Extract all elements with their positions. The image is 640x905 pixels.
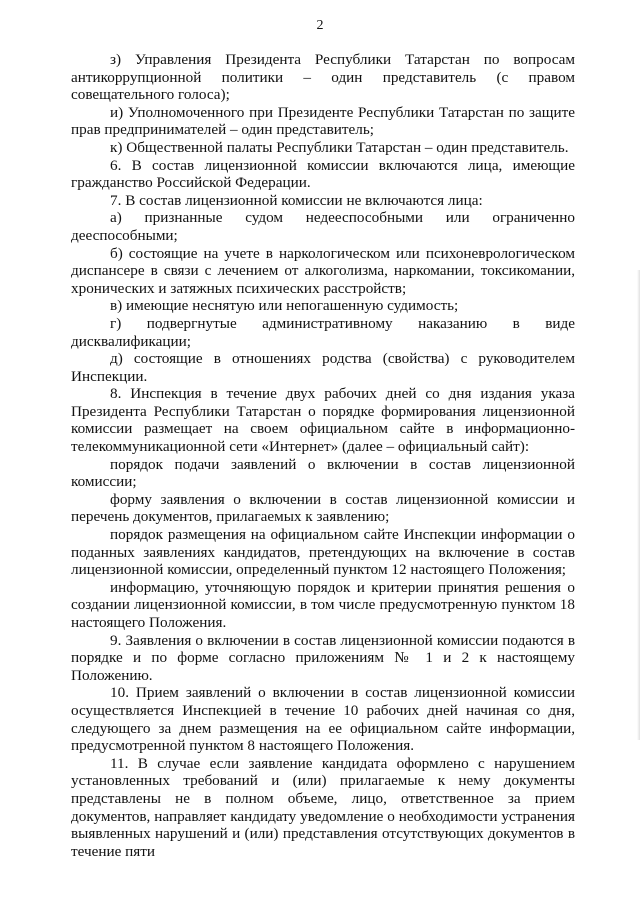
- paragraph-clause-8-criteria: информацию, уточняющую порядок и критерии принятия решения о создании лицензионной комиссии, в том числе предусмотренную пунктом 18 настоящего Положения.: [71, 578, 575, 631]
- paragraph-item-v: в) имеющие неснятую или непогашенную судимость;: [110, 297, 459, 315]
- document-body: [71, 51, 575, 860]
- paragraph-item-i: и) Уполномоченного при Президенте Республики Татарстан по защите прав предпринимателей – один представитель;: [71, 103, 575, 139]
- paragraph-clause-10: 10. Прием заявлений о включении в состав лицензионной комиссии осуществляется Инспекцией в течение 10 рабочих дней начиная со дня, следующего за днем размещения на ее официальном сайте информации, предусмотренной пунктом 8 настоящего Положения.: [71, 684, 575, 755]
- paragraph-clause-11: 11. В случае если заявление кандидата оформлено с нарушением установленных требований и (или) прилагаемые к нему документы представлены не в полном объеме, лицо, ответственное за прием документов, направляет кандидату уведомление о необходимости устранения выявленных нарушений и (или) представления отсутствующих документов в течение пяти: [71, 754, 575, 860]
- paragraph-clause-8-form: форму заявления о включении в состав лицензионной комиссии и перечень документов, прилагаемых к заявлению;: [71, 490, 575, 526]
- paragraph-item-z: з) Управления Президента Республики Татарстан по вопросам антикоррупционной политики – один представитель (с правом совещательного голоса);: [71, 51, 575, 104]
- page-number: 2: [316, 18, 324, 33]
- paragraph-clause-9: 9. Заявления о включении в состав лицензионной комиссии подаются в порядке и по форме согласно приложениям № 1 и 2 к настоящему Положению.: [71, 631, 575, 684]
- paragraph-item-k: к) Общественной палаты Республики Татарстан – один представитель.: [110, 138, 569, 156]
- paragraph-item-a: а) признанные судом недееспособными или ограниченно дееспособными;: [71, 209, 575, 244]
- paragraph-clause-6: 6. В состав лицензионной комиссии включаются лица, имеющие гражданство Российской Федерации.: [71, 156, 575, 192]
- paragraph-clause-8-procedure: порядок подачи заявлений о включении в состав лицензионной комиссии;: [71, 455, 575, 491]
- paragraph-clause-8-publication: порядок размещения на официальном сайте Инспекции информации о поданных заявлениях кандидатов, претендующих на включение в состав лицензионной комиссии, определенный пунктом 12 настоящего Положения;: [71, 526, 575, 579]
- paragraph-item-d: д) состоящие в отношениях родства (свойства) с руководителем Инспекции.: [71, 350, 575, 385]
- paragraph-clause-7: 7. В состав лицензионной комиссии не включаются лица:: [110, 191, 483, 209]
- paragraph-clause-8: 8. Инспекция в течение двух рабочих дней со дня издания указа Президента Республики Татарстан о порядке формирования лицензионной комиссии размещает на своем официальном сайте в информационно-телекоммуникационной сети «Интернет» (далее – официальный сайт):: [71, 385, 575, 456]
- paragraph-item-b: б) состоящие на учете в наркологическом или психоневрологическом диспансере в связи с лечением от алкоголизма, наркомании, токсикомании, хронических и затяжных психических расстройств;: [71, 244, 575, 297]
- paragraph-item-g: г) подвергнутые административному наказанию в виде дисквалификации;: [71, 314, 575, 350]
